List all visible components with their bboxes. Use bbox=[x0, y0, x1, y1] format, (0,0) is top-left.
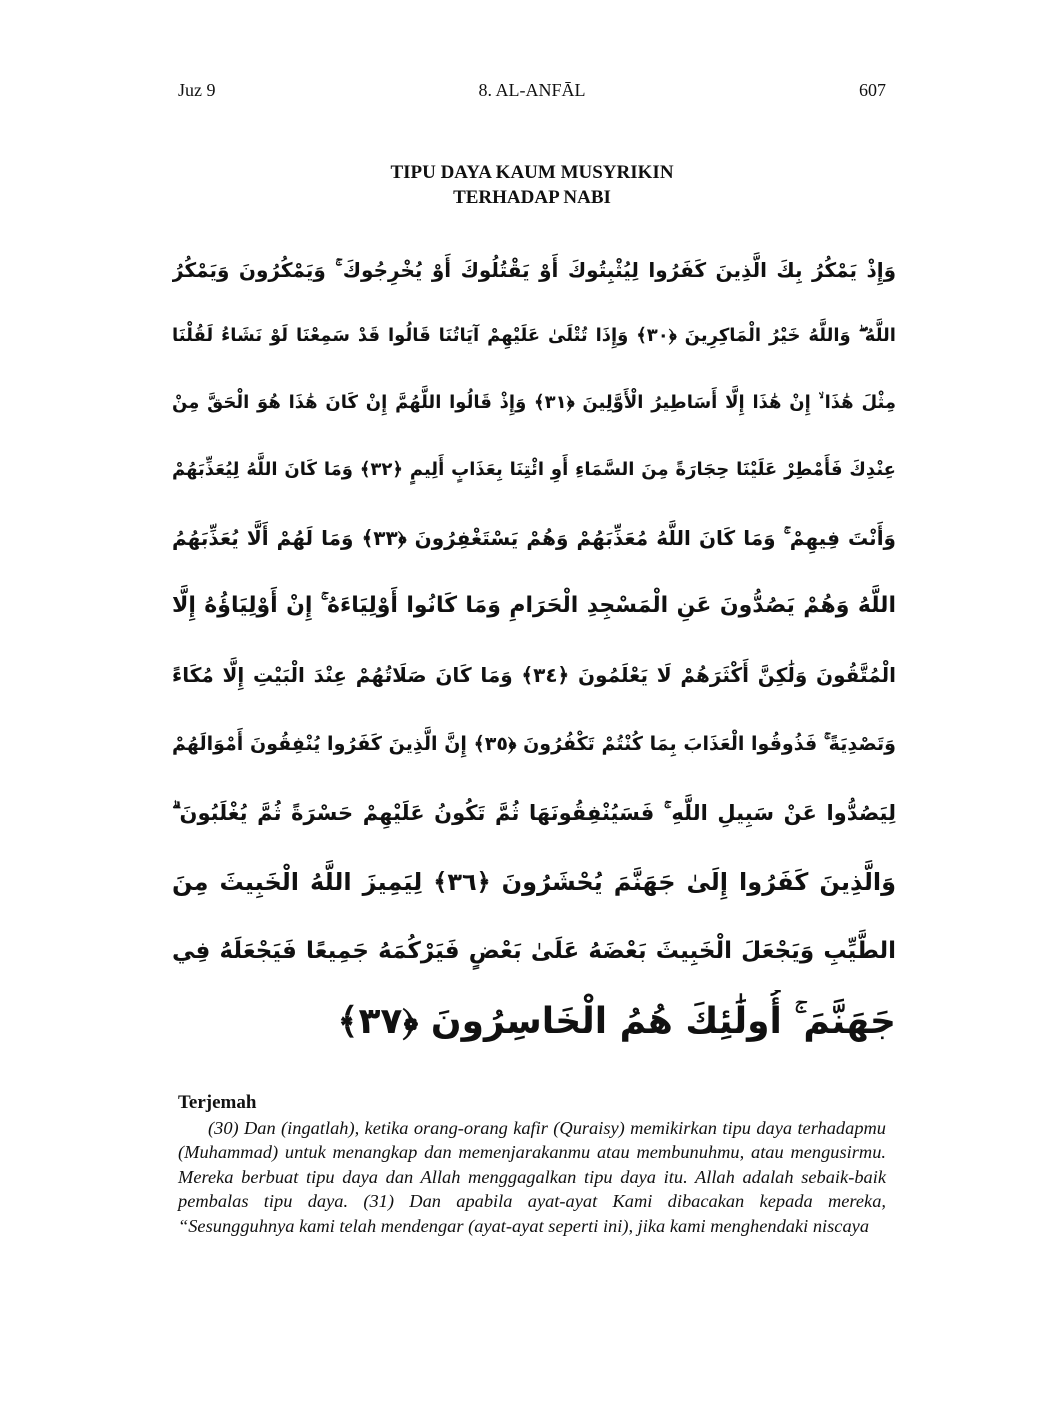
arabic-line-6: اللَّهُ وَهُمْ يَصُدُّونَ عَنِ الْمَسْجِدِ الْحَرَامِ وَمَا كَانُوا أَوْلِيَاءَهُ ۚ إِنْ أَوْلِيَاؤُهُ إِلَّا bbox=[172, 593, 896, 618]
section-title bbox=[178, 160, 886, 210]
translation-heading: Terjemah bbox=[178, 1092, 257, 1113]
arabic-line-12: جَهَنَّمَ ۚ أُولَٰئِكَ هُمُ الْخَاسِرُونَ ﴿٣٧﴾ bbox=[337, 1001, 896, 1042]
translation-text: (30) Dan (ingatlah), ketika orang-orang kafir (Quraisy) memikirkan tipu daya terhadapmu (Muhammad) untuk menangkap dan memenjarakanmu atau membunuhmu, atau mengusirmu. Mereka berbuat tipu daya dan Allah menggagalkan tipu daya itu. Allah adalah sebaik-baik pembalas tipu daya. (31) Dan apabila ayat-ayat Kami dibacakan kepada mereka, “Sesungguhnya kami telah mendengar (ayat-ayat seperti ini), jika kami menghendaki niscaya bbox=[178, 1118, 886, 1236]
arabic-line-10: وَالَّذِينَ كَفَرُوا إِلَىٰ جَهَنَّمَ يُحْشَرُونَ ﴿٣٦﴾ لِيَمِيزَ اللَّهُ الْخَبِيثَ مِنَ bbox=[172, 868, 896, 896]
surah-label: 8. AL-ANFĀL bbox=[478, 80, 586, 100]
translation-section bbox=[178, 1090, 886, 1238]
arabic-line-9: لِيَصُدُّوا عَنْ سَبِيلِ اللَّهِ ۚ فَسَيُنْفِقُونَهَا ثُمَّ تَكُونُ عَلَيْهِمْ حَسْرَةً ثُمَّ يُغْلَبُونَ ۗ bbox=[172, 801, 896, 825]
arabic-line-5: وَأَنْتَ فِيهِمْ ۚ وَمَا كَانَ اللَّهُ مُعَذِّبَهُمْ وَهُمْ يَسْتَغْفِرُونَ ﴿٣٣﴾ وَمَا لَهُمْ أَلَّا يُعَذِّبَهُمُ bbox=[172, 526, 896, 550]
arabic-line-8: وَتَصْدِيَةً ۚ فَذُوقُوا الْعَذَابَ بِمَا كُنْتُمْ تَكْفُرُونَ ﴿٣٥﴾ إِنَّ الَّذِينَ كَفَرُوا يُنْفِقُونَ أَمْوَالَهُمْ bbox=[172, 733, 896, 755]
juz-label: Juz 9 bbox=[178, 80, 216, 100]
section-title-line-1: TIPU DAYA KAUM MUSYRIKIN bbox=[390, 162, 674, 183]
arabic-line-11: الطَّيِّبِ وَيَجْعَلَ الْخَبِيثَ بَعْضَهُ عَلَىٰ بَعْضٍ فَيَرْكُمَهُ جَمِيعًا فَيَجْعَلَهُ فِي bbox=[172, 938, 896, 964]
section-title-line-2: TERHADAP NABI bbox=[453, 187, 611, 208]
arabic-verses bbox=[172, 238, 896, 1058]
arabic-line-2: اللَّهُ ۖ وَاللَّهُ خَيْرُ الْمَاكِرِينَ ﴿٣٠﴾ وَإِذَا تُتْلَىٰ عَلَيْهِمْ آيَاتُنَا قَالُوا قَدْ سَمِعْنَا لَوْ نَشَاءُ لَقُلْنَا bbox=[172, 325, 896, 346]
arabic-line-1: وَإِذْ يَمْكُرُ بِكَ الَّذِينَ كَفَرُوا لِيُثْبِتُوكَ أَوْ يَقْتُلُوكَ أَوْ يُخْرِجُوكَ ۚ وَيَمْكُرُونَ وَيَمْكُرُ bbox=[172, 258, 896, 282]
arabic-line-3: مِثْلَ هَٰذَا ۙ إِنْ هَٰذَا إِلَّا أَسَاطِيرُ الْأَوَّلِينَ ﴿٣١﴾ وَإِذْ قَالُوا اللَّهُمَّ إِنْ كَانَ هَٰذَا هُوَ الْحَقَّ مِنْ bbox=[172, 392, 896, 413]
arabic-line-7: الْمُتَّقُونَ وَلَٰكِنَّ أَكْثَرَهُمْ لَا يَعْلَمُونَ ﴿٣٤﴾ وَمَا كَانَ صَلَاتُهُمْ عِنْدَ الْبَيْتِ إِلَّا مُكَاءً bbox=[172, 663, 896, 687]
page-number: 607 bbox=[859, 80, 886, 100]
running-header bbox=[178, 78, 886, 102]
arabic-line-4: عِنْدِكَ فَأَمْطِرْ عَلَيْنَا حِجَارَةً مِنَ السَّمَاءِ أَوِ ائْتِنَا بِعَذَابٍ أَلِيمٍ ﴿٣٢﴾ وَمَا كَانَ اللَّهُ لِيُعَذِّبَهُمْ bbox=[172, 459, 896, 480]
